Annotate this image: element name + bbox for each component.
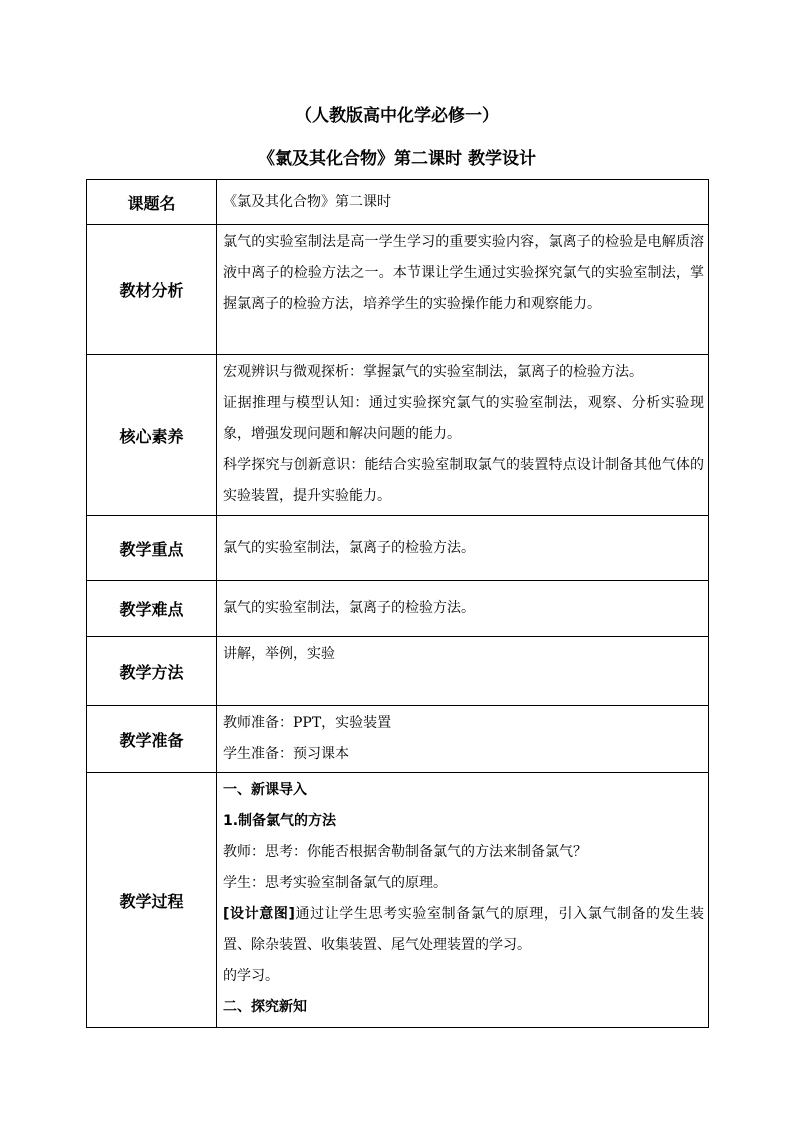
table-row-difficult-points [87,581,709,637]
key-points-text: 氯气的实验室制法，氯离子的检验方法。 [223,539,475,556]
core-literacy-item: 宏观辨识与微观探析：掌握氯气的实验室制法，氯离子的检验方法。 [223,364,643,380]
table-row-core-literacy [87,355,709,516]
document-title: 《氯及其化合物》第二课时 教学设计 [258,149,536,169]
row-content-difficult-points [217,581,709,637]
method-text: 讲解，举例，实验 [223,646,335,662]
row-label-analysis: 教材分析 [87,225,217,355]
subsection-heading: 1.制备氯气的方法 [223,813,337,829]
document-subtitle: （人教版高中化学必修一） [295,106,499,126]
row-content-analysis [217,225,709,355]
core-literacy-item: 科学探究与创新意识：能结合实验室制取氯气的装置特点设计制备其他气体的实验装置，提升实验能力。 [223,457,704,504]
teacher-preparation: 教师准备：PPT，实验装置 [223,715,392,731]
row-label-key-points: 教学重点 [87,516,217,581]
row-label-method: 教学方法 [87,637,217,706]
row-label-topic: 课题名 [87,180,217,225]
table-row-topic [87,180,709,225]
row-label-preparation: 教学准备 [87,706,217,773]
difficult-points-text: 氯气的实验室制法，氯离子的检验方法。 [223,600,475,616]
teacher-prompt: 教师：思考：你能否根据舍勒制备氯气的方法来制备氯气？ [223,844,587,860]
row-label-process: 教学过程 [87,773,217,1028]
table-row-process [87,773,709,1028]
core-literacy-item: 证据推理与模型认知：通过实验探究氯气的实验室制法，观察、分析实验现象，增强发现问题和解决问题的能力。 [223,395,704,442]
row-content-method [217,637,709,706]
analysis-text: 氯气的实验室制法是高一学生学习的重要实验内容，氯离子的检验是电解质溶液中离子的检验方法之一。本节课让学生通过实验探究氯气的实验室制法，掌握氯离子的检验方法，培养学生的实验操作能力和观察能力。 [223,234,704,312]
design-intent [223,899,704,961]
lesson-plan-table [86,179,709,1028]
row-content-preparation [217,706,709,773]
row-label-core-literacy: 核心素养 [87,355,217,516]
student-preparation: 学生准备：预习课本 [223,746,349,762]
row-content-process [217,773,709,1028]
row-content-core-literacy [217,355,709,516]
topic-text: 《氯及其化合物》第二课时 [223,193,391,210]
row-label-difficult-points: 教学难点 [87,581,217,637]
table-row-method [87,637,709,706]
table-row-analysis [87,225,709,355]
extra-text: 的学习。 [223,968,279,984]
table-row-preparation [87,706,709,773]
student-response: 学生：思考实验室制备氯气的原理。 [223,875,447,891]
design-intent-tag: [设计意图] [223,906,295,922]
row-content-topic [217,180,709,225]
section-heading-explore: 二、探究新知 [223,999,307,1015]
table-row-key-points [87,516,709,581]
row-content-key-points [217,516,709,581]
section-heading-intro: 一、新课导入 [223,782,307,798]
design-intent-text: 通过让学生思考实验室制备氯气的原理，引入氯气制备的发生装置、除杂装置、收集装置、尾气处理装置的学习。 [223,906,704,953]
